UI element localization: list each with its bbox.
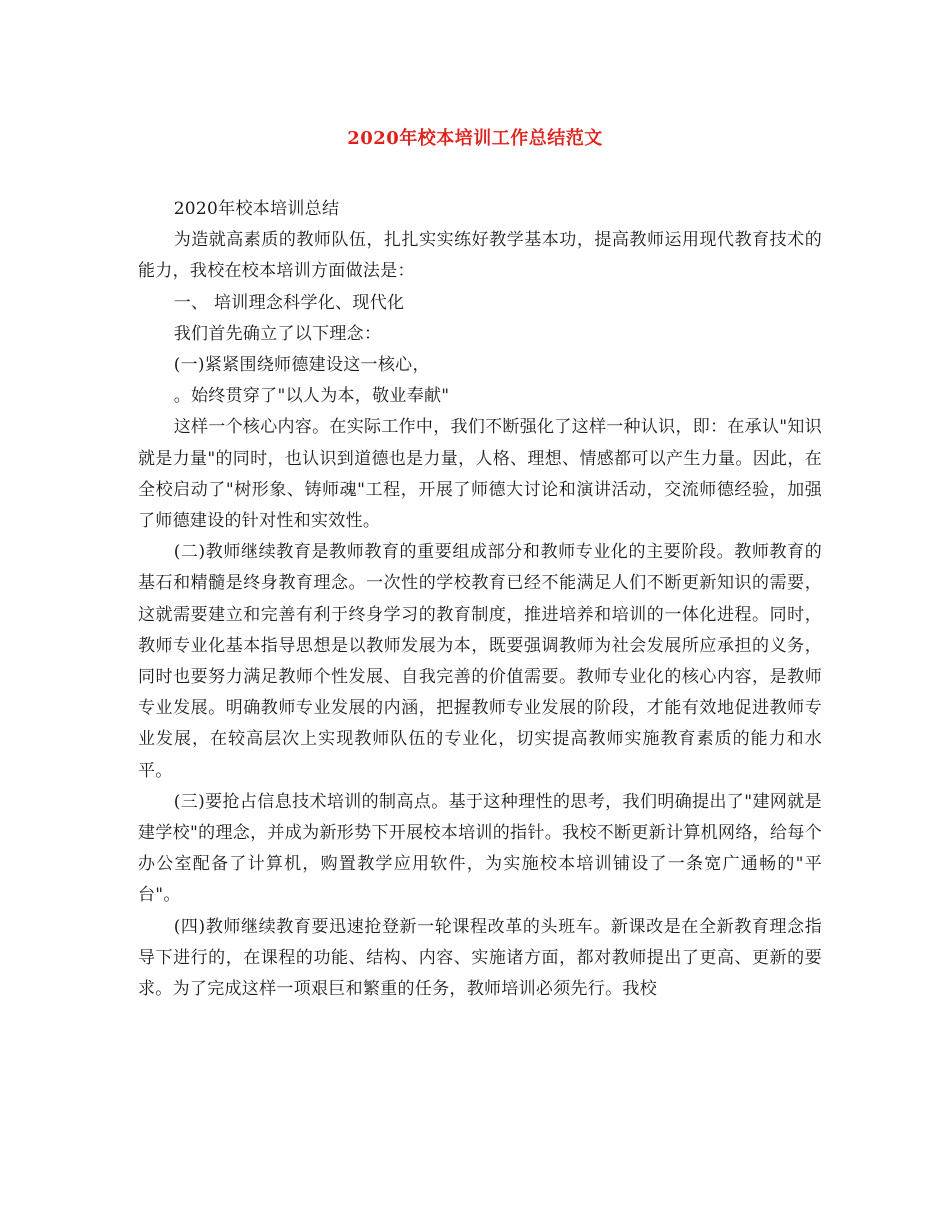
paragraph: 我们首先确立了以下理念： [173,323,382,344]
section-heading: 一、 培训理念科学化、现代化 [173,292,405,313]
paragraph: (二)教师继续教育是教师教育的重要组成部分和教师专业化的主要阶段。教师教育的基石和精髓是终身教育理念。一次性的学校教育已经不能满足人们不断更新知识的需要，这就需要建立和完善有利于终身学习的教育制度，推进培养和培训的一体化进程。同时，教师专业化基本指导思想是以教师发展为本，既要强调教师为社会发展所应承担的义务，同时也要努力满足教师个性发展、自我完善的价值需要。教师专业化的核心内容，是教师专业发展。明确教师专业发展的内涵，把握教师专业发展的阶段，才能有效地促进教师专业发展，在较高层次上实现教师队伍的专业化，切实提高教师实施教育素质的能力和水平。 [138,542,822,781]
paragraph: 。始终贯穿了"以人为本，敬业奉献" [173,386,450,407]
paragraph: 2020年校本培训总结 [173,199,340,219]
paragraph: (一)紧紧围绕师德建设这一核心， [173,355,430,376]
paragraph: 这样一个核心内容。在实际工作中，我们不断强化了这样一种认识，即：在承认"知识就是力量"的同时，也认识到道德也是力量，人格、理想、情感都可以产生力量。因此，在全校启动了"树形象、铸师魂"工程，开展了师德大讨论和演讲活动，交流师德经验，加强了师德建设的针对性和实效性。 [138,417,822,532]
paragraph: (三)要抢占信息技术培训的制高点。基于这种理性的思考，我们明确提出了"建网就是建学校"的理念，并成为新形势下开展校本培训的指针。我校不断更新计算机网络，给每个办公室配备了计算机，购置教学应用软件，为实施校本培训铺设了一条宽广通畅的"平台"。 [138,791,822,906]
document-title: 2020年校本培训工作总结范文 [347,128,603,149]
paragraph: 为造就高素质的教师队伍，扎扎实实练好教学基本功，提高教师运用现代教育技术的能力，我校在校本培训方面做法是： [138,230,822,282]
document-body [138,194,822,1005]
paragraph: (四)教师继续教育要迅速抢登新一轮课程改革的头班车。新课改是在全新教育理念指导下进行的，在课程的功能、结构、内容、实施诸方面，都对教师提出了更高、更新的要求。为了完成这样一项艰巨和繁重的任务，教师培训必须先行。我校 [138,916,822,1000]
